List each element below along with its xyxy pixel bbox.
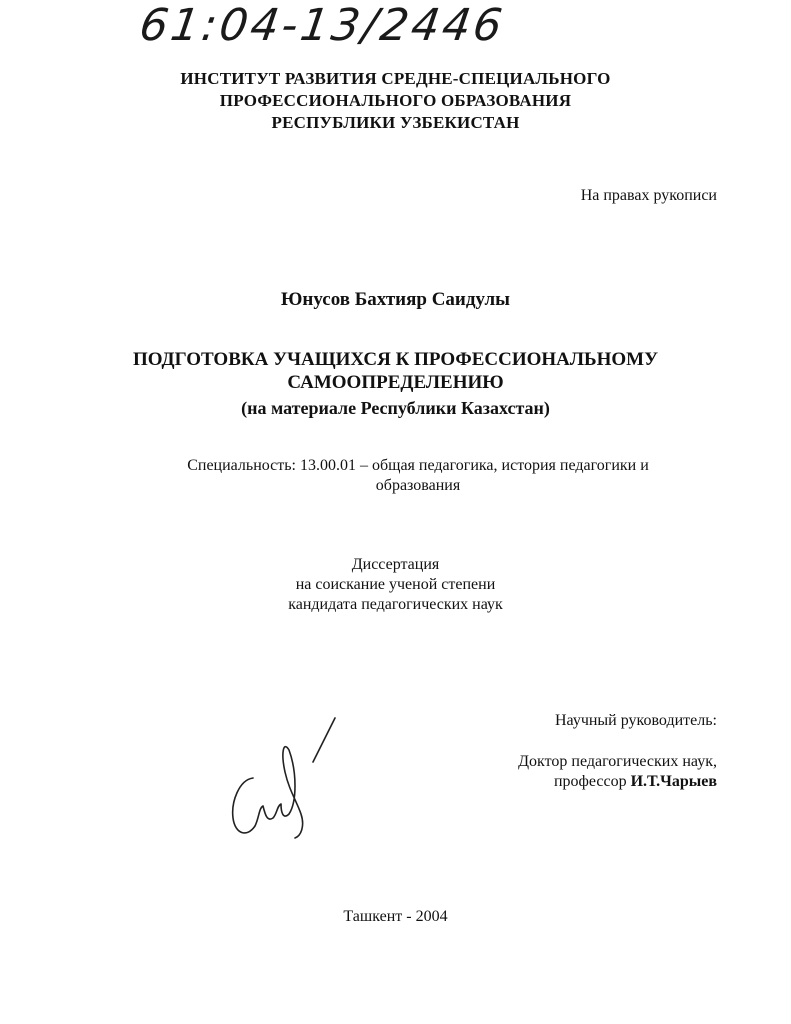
- supervisor-degree: Доктор педагогических наук,: [518, 753, 717, 770]
- institute-line: РЕСПУБЛИКИ УЗБЕКИСТАН: [271, 113, 520, 132]
- specialty-line: Специальность: 13.00.01 – общая педагогика, история педагогики и: [187, 457, 649, 474]
- dissertation-title: [0, 348, 791, 394]
- degree-line: кандидата педагогических наук: [288, 596, 503, 613]
- specialty: [130, 456, 706, 496]
- author-name: Юнусов Бахтияр Саидулы: [281, 289, 510, 310]
- specialty-line: образования: [375, 477, 461, 494]
- title-line: ПОДГОТОВКА УЧАЩИХСЯ К ПРОФЕССИОНАЛЬНОМУ: [132, 349, 659, 370]
- supervisor-name: И.Т.Чарыев: [630, 773, 717, 790]
- manuscript-note: На правах рукописи: [580, 187, 717, 204]
- institute-name: [0, 68, 791, 134]
- degree-line: на соискание ученой степени: [295, 576, 496, 593]
- institute-line: ПРОФЕССИОНАЛЬНОГО ОБРАЗОВАНИЯ: [219, 91, 572, 110]
- supervisor-label: Научный руководитель:: [554, 712, 717, 729]
- handwritten-signature: [225, 710, 355, 850]
- institute-line: ИНСТИТУТ РАЗВИТИЯ СРЕДНЕ-СПЕЦИАЛЬНОГО: [180, 69, 611, 88]
- degree-line: Диссертация: [351, 556, 440, 573]
- degree-statement: [0, 555, 791, 615]
- supervisor-title-line: [518, 772, 717, 792]
- supervisor-position: профессор: [553, 773, 627, 790]
- supervisor-info: [518, 752, 717, 792]
- city-year: Ташкент - 2004: [343, 908, 448, 925]
- dissertation-subtitle: (на материале Республики Казахстан): [241, 398, 550, 418]
- title-line: САМООПРЕДЕЛЕНИЮ: [287, 372, 504, 393]
- handwritten-catalog-code: 61:04-13/2446: [136, 0, 509, 51]
